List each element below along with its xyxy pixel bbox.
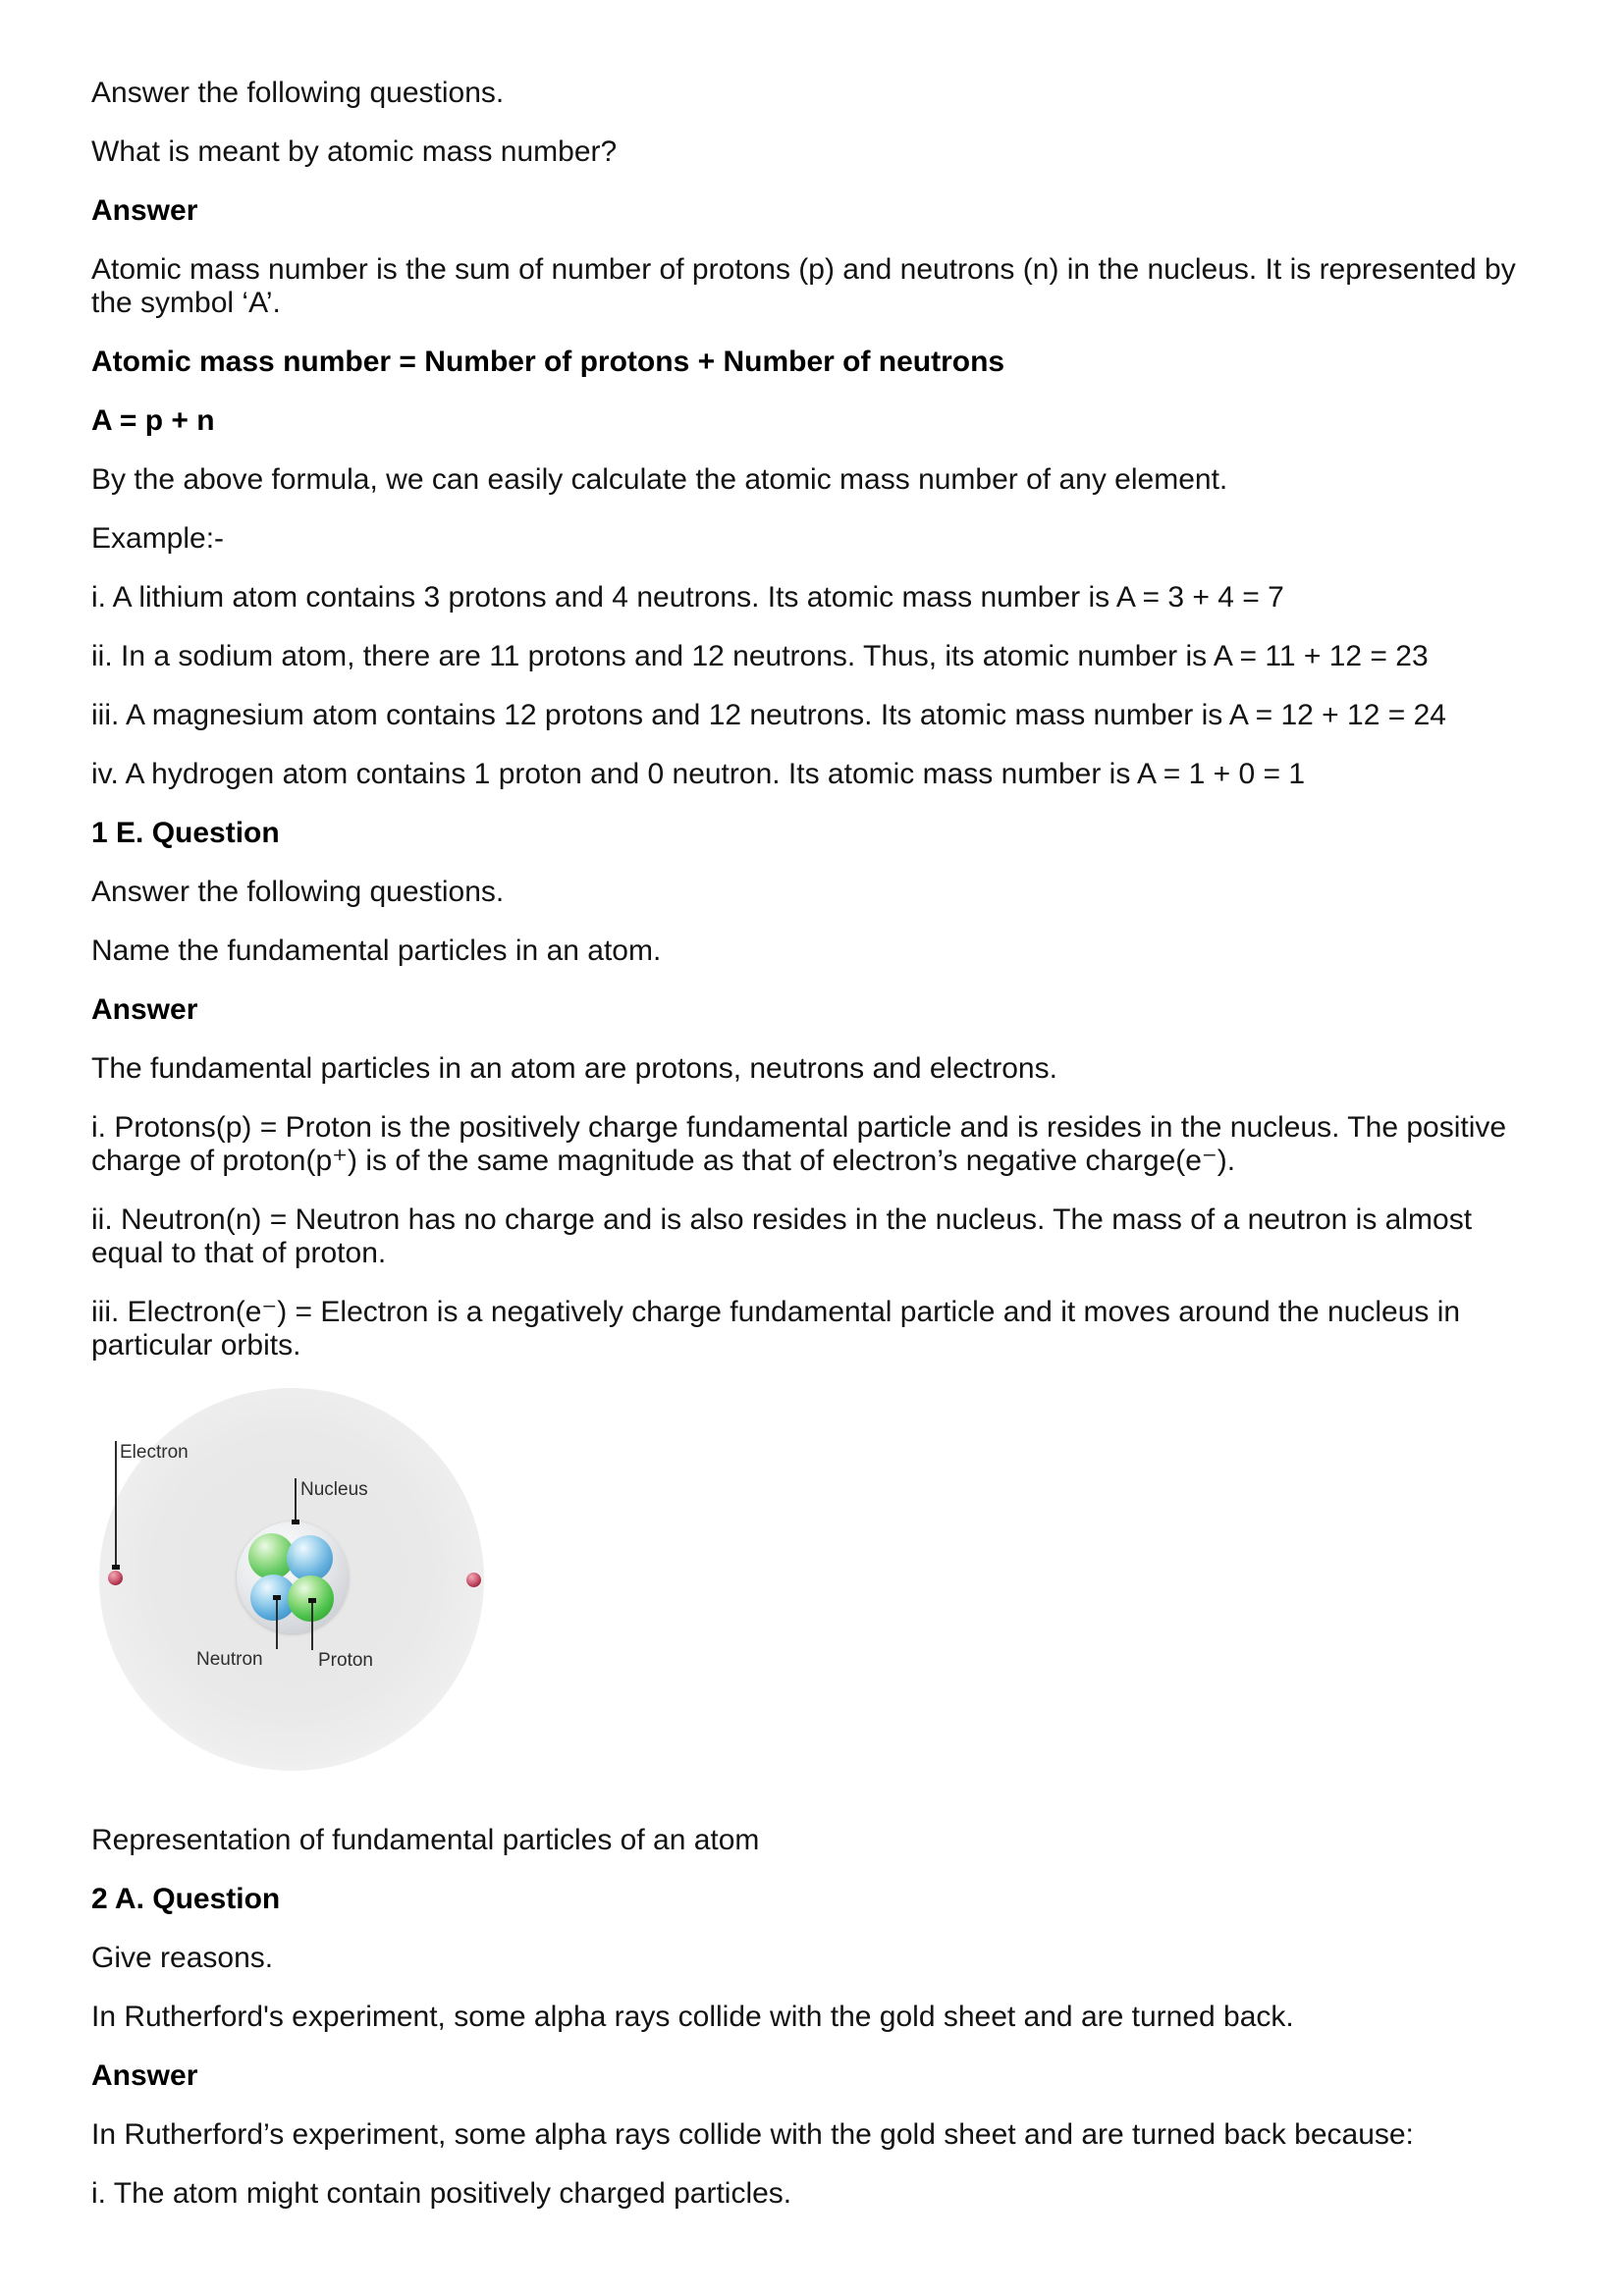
answer-para-2a-reason-i: i. The atom might contain positively charged particles. — [91, 2177, 792, 2210]
formula-explanation: By the above formula, we can easily calculate the atomic mass number of any element. — [91, 463, 1228, 496]
answer-heading-2a: Answer — [91, 2059, 198, 2092]
example-item-iii: iii. A magnesium atom contains 12 protons and 12 neutrons. Its atomic mass number is A = 12 + 12 = 24 — [91, 699, 1446, 731]
question-2a-heading: 2 A. Question — [91, 1883, 281, 1915]
answer-para-1e-neutrons: ii. Neutron(n) = Neutron has no charge and is also resides in the nucleus. The mass of a neutron is almost equal to that of proton. — [91, 1203, 1473, 1269]
section-2a-instruction: Give reasons. — [91, 1942, 274, 1974]
answer-para-1e-intro: The fundamental particles in an atom are protons, neutrons and electrons. — [91, 1052, 1057, 1085]
neutron-label: Neutron — [196, 1649, 263, 1670]
answer-para-1d: Atomic mass number is the sum of number of protons (p) and neutrons (n) in the nucleus. It is represented by the symbol ‘A’. — [91, 253, 1516, 319]
section-1d-instruction: Answer the following questions. — [91, 77, 505, 109]
electron-particle-right — [466, 1573, 481, 1587]
nucleus-leader-line — [295, 1478, 297, 1522]
answer-para-1e-protons: i. Protons(p) = Proton is the positively charge fundamental particle and is resides in the nucleus. The positive charge of proton(p⁺) is of the same magnitude as that of electron’s negative charge(e⁻). — [91, 1111, 1507, 1177]
answer-para-1e-electrons: iii. Electron(e⁻) = Electron is a negatively charge fundamental particle and it moves around the nucleus in particular orbits. — [91, 1296, 1461, 1362]
section-1d-question: What is meant by atomic mass number? — [91, 135, 618, 168]
electron-particle-left — [108, 1571, 123, 1585]
electron-label: Electron — [120, 1442, 189, 1463]
neutron-leader-tick — [273, 1595, 281, 1600]
formula-line-full: Atomic mass number = Number of protons + Number of neutrons — [91, 346, 1005, 378]
nucleus-leader-tick — [292, 1520, 299, 1524]
section-1e-instruction: Answer the following questions. — [91, 876, 505, 908]
example-label: Example:- — [91, 522, 225, 555]
section-1e-question: Name the fundamental particles in an atom. — [91, 934, 662, 967]
answer-heading-1d: Answer — [91, 194, 198, 227]
formula-line-short: A = p + n — [91, 404, 215, 437]
nucleus-sphere — [237, 1522, 349, 1633]
answer-para-2a-intro: In Rutherford’s experiment, some alpha rays collide with the gold sheet and are turned back because: — [91, 2118, 1414, 2151]
atom-diagram — [99, 1388, 484, 1771]
question-1e-heading: 1 E. Question — [91, 817, 280, 849]
electron-leader-tick — [112, 1565, 120, 1570]
neutron-leader-line — [276, 1598, 278, 1649]
nucleus-label: Nucleus — [300, 1479, 368, 1500]
example-item-ii: ii. In a sodium atom, there are 11 protons and 12 neutrons. Thus, its atomic number is A = 11 + 12 = 23 — [91, 640, 1429, 672]
answer-heading-1e: Answer — [91, 993, 198, 1026]
example-item-i: i. A lithium atom contains 3 protons and 4 neutrons. Its atomic mass number is A = 3 + 4 = 7 — [91, 581, 1284, 614]
proton-label: Proton — [318, 1650, 373, 1671]
proton-leader-line — [311, 1601, 313, 1650]
proton-leader-tick — [308, 1598, 316, 1603]
electron-leader-line — [115, 1441, 117, 1567]
section-2a-question: In Rutherford's experiment, some alpha rays collide with the gold sheet and are turned back. — [91, 2001, 1294, 2033]
example-item-iv: iv. A hydrogen atom contains 1 proton and 0 neutron. Its atomic mass number is A = 1 + 0 = 1 — [91, 758, 1306, 790]
neutron-ball-top — [287, 1535, 333, 1581]
figure-caption: Representation of fundamental particles of an atom — [91, 1824, 760, 1856]
